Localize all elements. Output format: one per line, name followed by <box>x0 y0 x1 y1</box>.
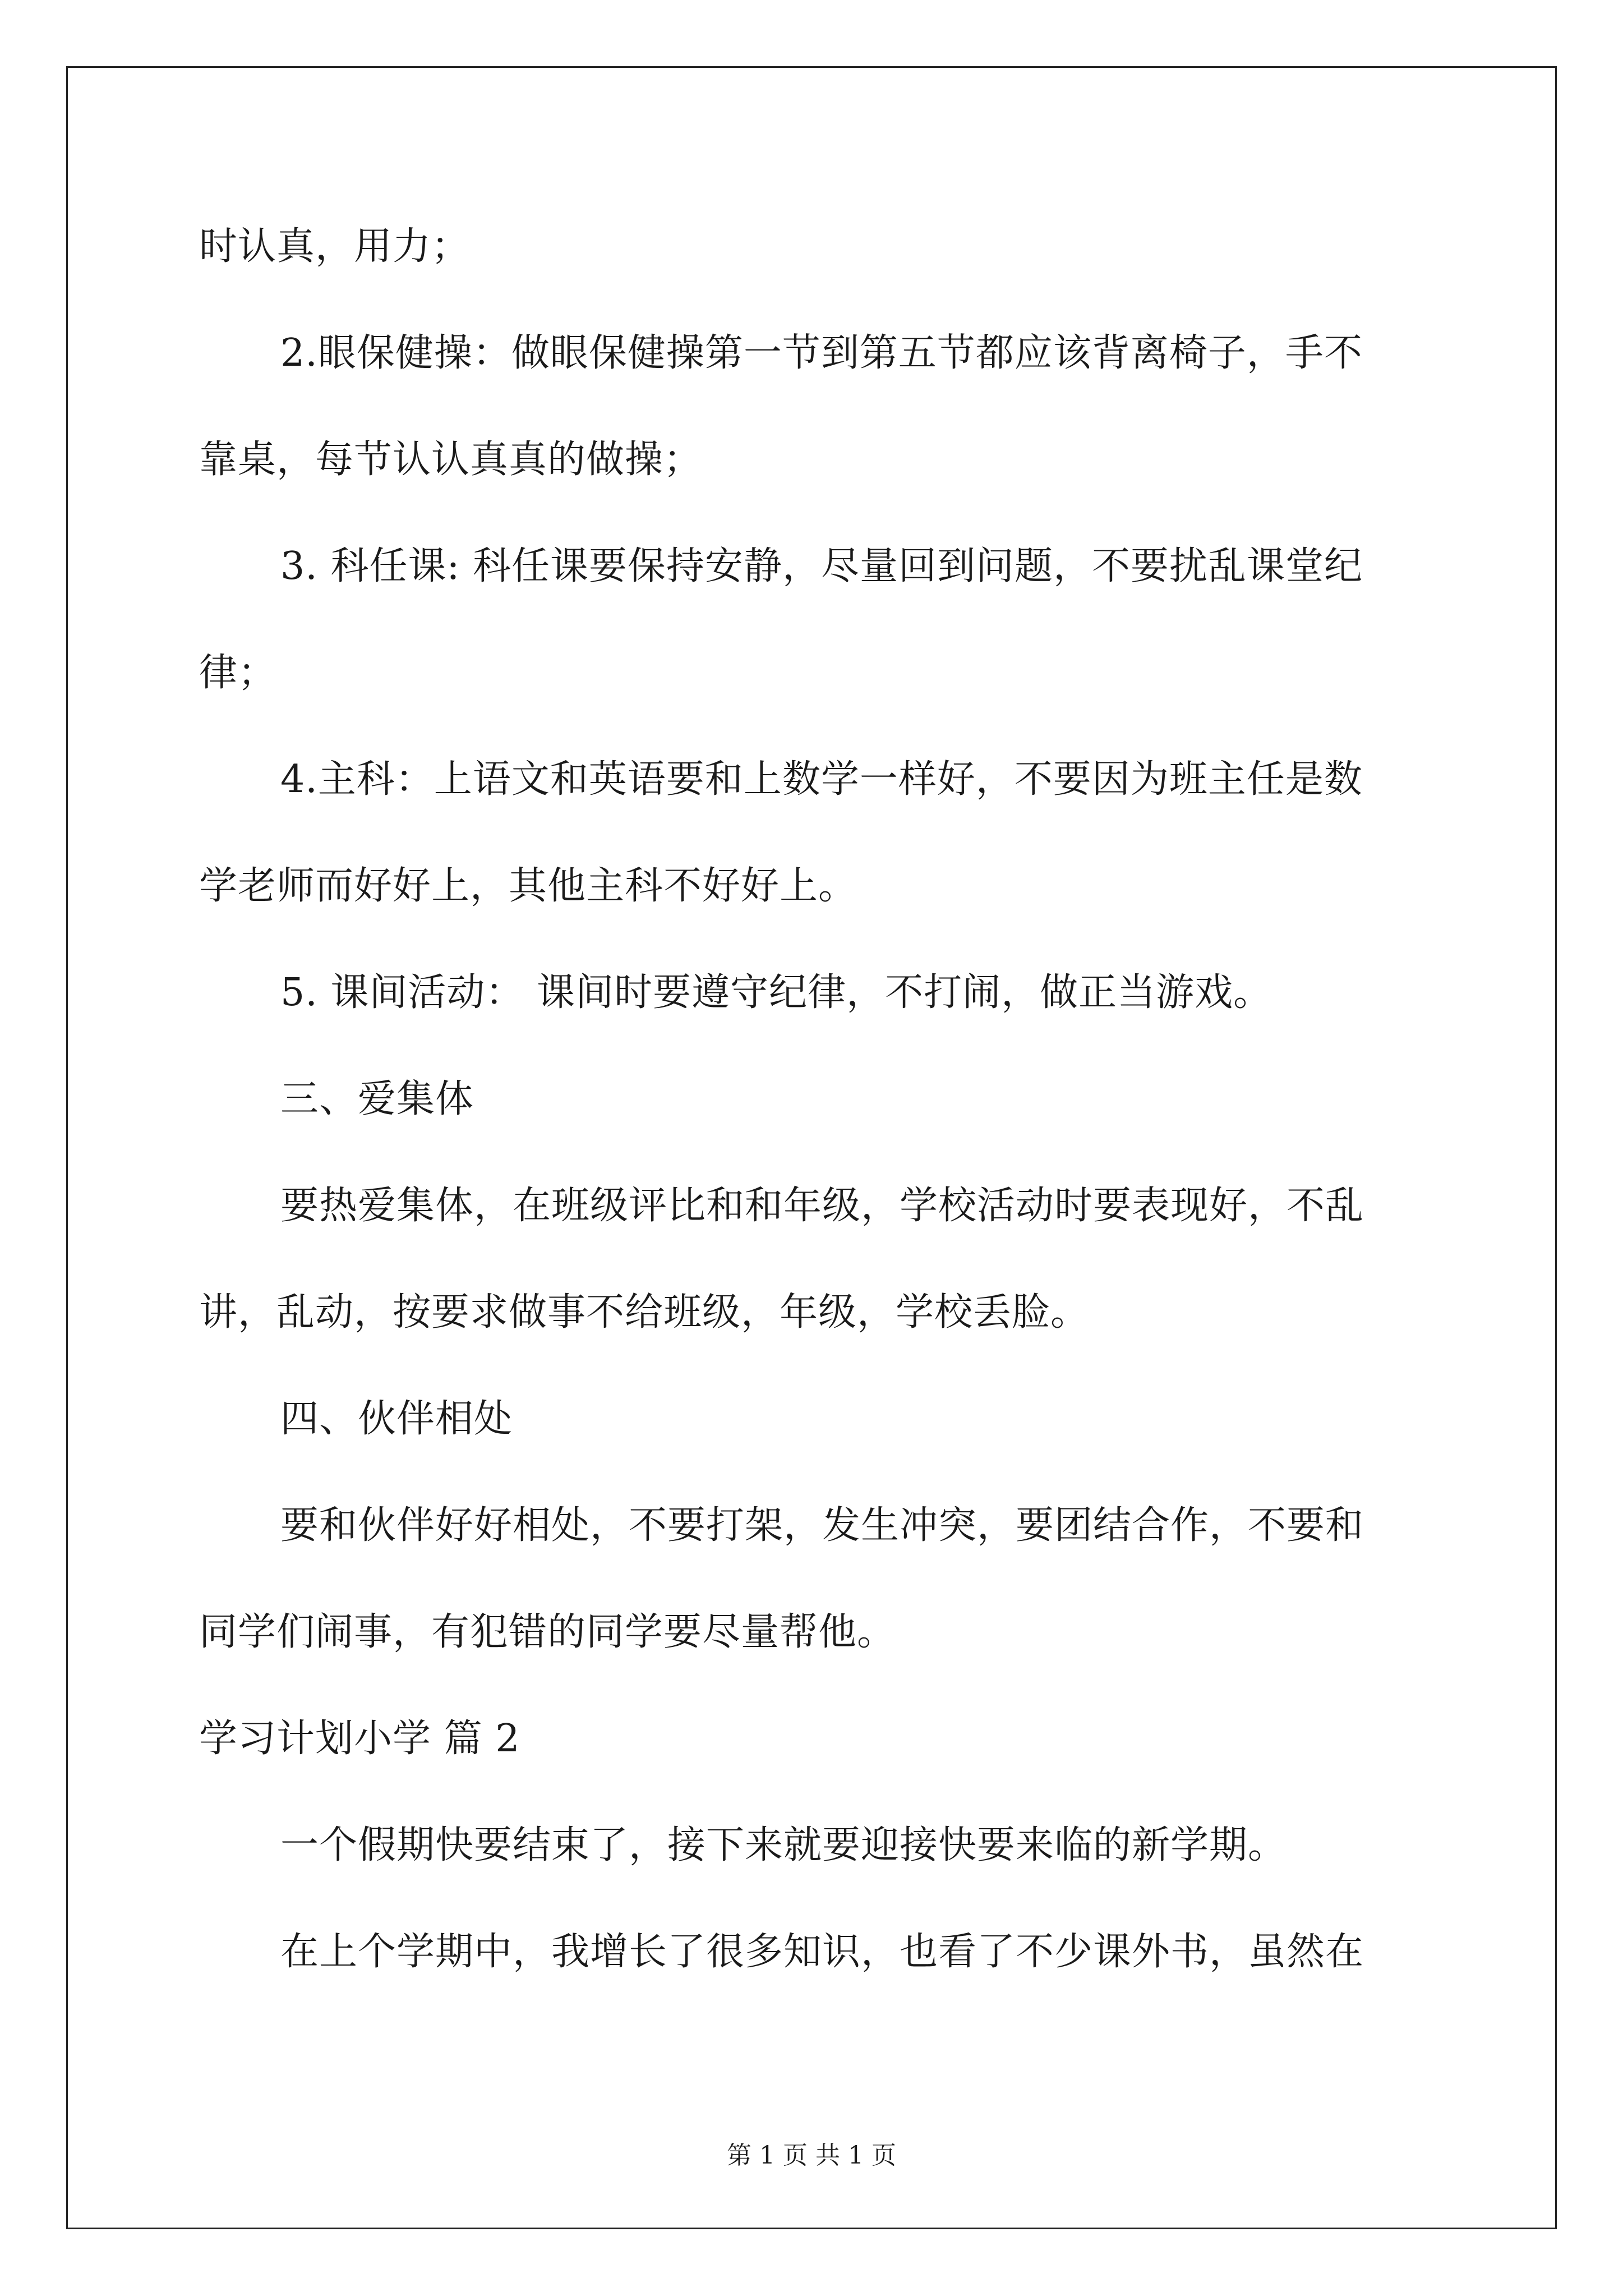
section-heading-3: 三、爱集体 <box>280 1077 474 1121</box>
paragraph-line-7: 学老师而好好上，其他主科不好好上。 <box>199 864 857 908</box>
paragraph-line-8: 5. 课间活动： 课间时要遵守纪律，不打闹，做正当游戏。 <box>280 970 1272 1015</box>
paragraph-line-3: 靠桌，每节认认真真的做操； <box>199 438 703 482</box>
paragraph-line-16: 一个假期快要结束了，接下来就要迎接快要来临的新学期。 <box>280 1823 1287 1867</box>
page-border <box>66 66 1557 2229</box>
paragraph-line-17: 在上个学期中，我增长了很多知识，也看了不少课外书，虽然在 <box>280 1930 1364 1974</box>
paragraph-line-6: 4.主科：上语文和英语要和上数学一样好，不要因为班主任是数 <box>280 757 1363 802</box>
paragraph-line-13: 要和伙伴好好相处，不要打架，发生冲突，要团结合作，不要和 <box>280 1503 1364 1548</box>
section-heading-4: 四、伙伴相处 <box>280 1397 513 1441</box>
page-footer: 第 1 页 共 1 页 <box>727 2141 896 2170</box>
paragraph-line-10: 要热爱集体，在班级评比和和年级，学校活动时要表现好，不乱 <box>280 1184 1364 1228</box>
paragraph-line-11: 讲，乱动，按要求做事不给班级，年级，学校丢脸。 <box>199 1290 1090 1335</box>
article-title: 学习计划小学 篇 2 <box>199 1717 520 1761</box>
paragraph-line-5: 律； <box>199 651 277 695</box>
paragraph-line-1: 时认真，用力； <box>199 224 471 269</box>
paragraph-line-14: 同学们闹事，有犯错的同学要尽量帮他。 <box>199 1610 896 1654</box>
paragraph-line-4: 3. 科任课: 科任课要保持安静，尽量回到问题，不要扰乱课堂纪 <box>280 544 1363 588</box>
paragraph-line-2: 2.眼保健操：做眼保健操第一节到第五节都应该背离椅子，手不 <box>280 331 1363 375</box>
